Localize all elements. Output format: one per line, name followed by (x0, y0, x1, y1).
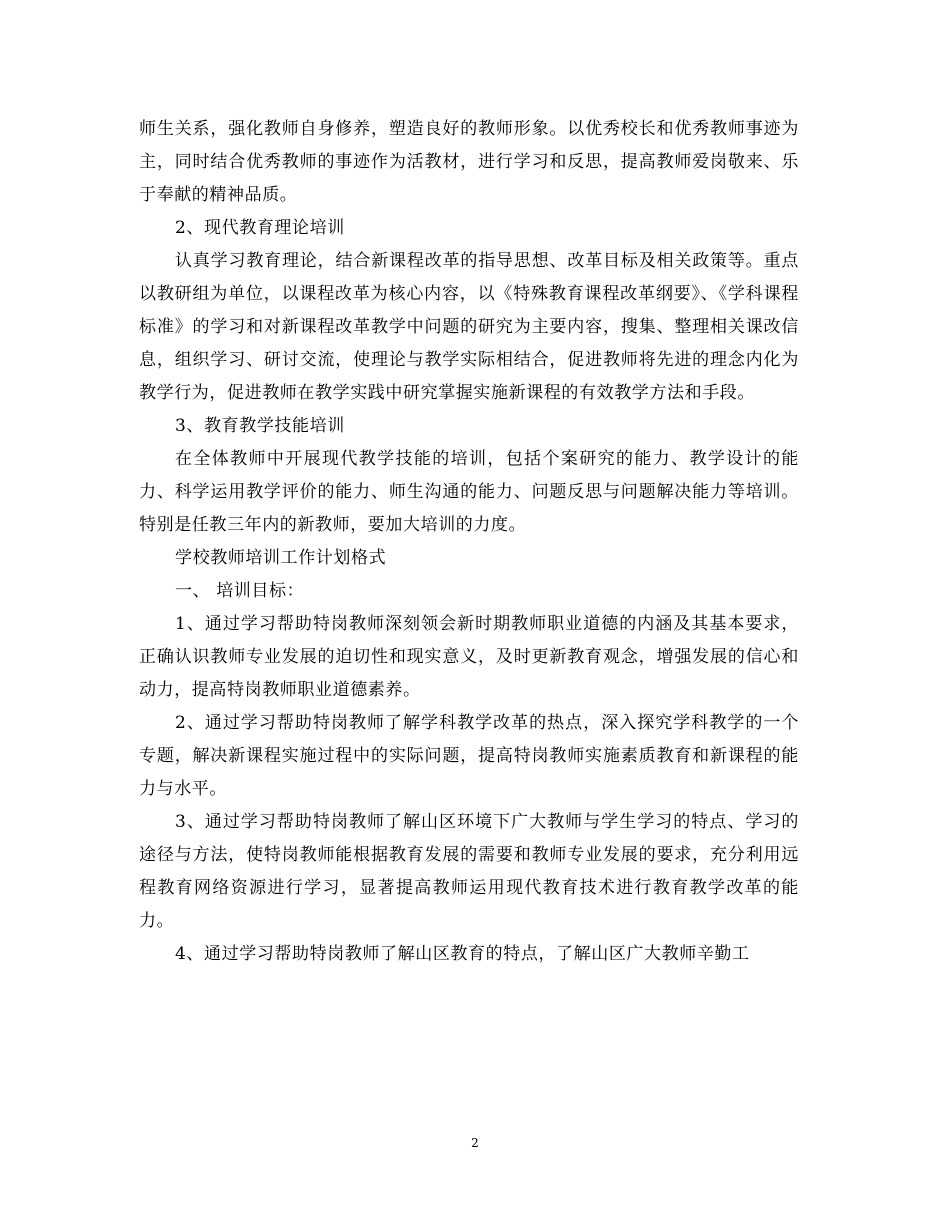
document-body (139, 113, 799, 971)
paragraph-skills-training: 在全体教师中开展现代教学技能的培训，包括个案研究的能力、教学设计的能力、科学运用教学评价的能力、师生沟通的能力、问题反思与问题解决能力等培训。特别是任教三年内的新教师，要加大培训的力度。 (139, 449, 799, 535)
paragraph-theory-training: 认真学习教育理论，结合新课程改革的指导思想、改革目标及相关政策等。重点以教研组为单位，以课程改革为核心内容，以《特殊教育课程改革纲要》、《学科课程标准》的学习和对新课程改革教学中问题的研究为主要内容，搜集、整理相关课改信息，组织学习、研讨交流，使理论与教学实际相结合，促进教师将先进的理念内化为教学行为，促进教师在教学实践中研究掌握实施新课程的有效教学方法和手段。 (139, 251, 799, 403)
goal-item-4: 4、通过学习帮助特岗教师了解山区教育的特点，了解山区广大教师辛勤工 (175, 944, 750, 964)
paragraph-1: 师生关系，强化教师自身修养，塑造良好的教师形象。以优秀校长和优秀教师事迹为主，同时结合优秀教师的事迹作为活教材，进行学习和反思，提高教师爱岗敬来、乐于奉献的精神品质。 (139, 119, 799, 205)
heading-training-goals: 一、 培训目标： (175, 581, 305, 601)
goal-item-2: 2、通过学习帮助特岗教师了解学科教学改革的热点，深入探究学科教学的一个专题，解决新课程实施过程中的实际问题，提高特岗教师实施素质教育和新课程的能力与水平。 (139, 713, 799, 799)
heading-3-skills-training: 3、教育教学技能培训 (175, 416, 345, 436)
page-number: 2 (471, 1136, 479, 1150)
section-title-plan-format: 学校教师培训工作计划格式 (175, 548, 387, 568)
goal-item-1: 1、通过学习帮助特岗教师深刻领会新时期教师职业道德的内涵及其基本要求，正确认识教师专业发展的迫切性和现实意义，及时更新教育观念，增强发展的信心和动力，提高特岗教师职业道德素养。 (139, 614, 799, 700)
heading-2-theory-training: 2、现代教育理论培训 (175, 218, 345, 238)
goal-item-3: 3、通过学习帮助特岗教师了解山区环境下广大教师与学生学习的特点、学习的途径与方法，使特岗教师能根据教育发展的需要和教师专业发展的要求，充分利用远程教育网络资源进行学习，显著提高教师运用现代教育技术进行教育教学改革的能力。 (139, 812, 799, 931)
